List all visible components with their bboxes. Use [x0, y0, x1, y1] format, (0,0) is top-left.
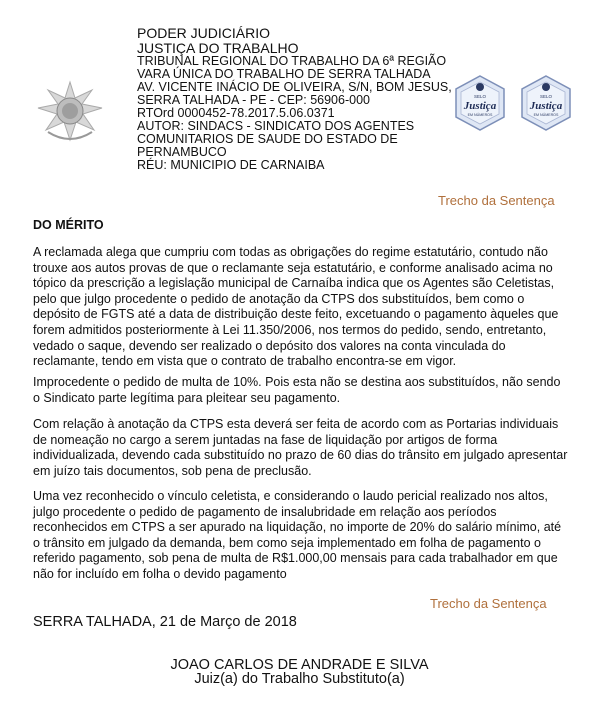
header-autor-1: AUTOR: SINDACS - SINDICATO DOS AGENTES [137, 119, 415, 133]
seal-main-text: Justiça [463, 100, 497, 112]
seal-top-text: SELO [473, 94, 487, 99]
header-autor-3: PERNAMBUCO [137, 145, 227, 159]
paragraph-2: Improcedente o pedido de multa de 10%. Pois esta não se destina aos substituídos, não sendo o Sindicato parte legítima para pleitear seu pagamento. [33, 375, 561, 405]
trecho-annotation-bottom: Trecho da Sentença [430, 596, 547, 611]
judge-title: Juiz(a) do Trabalho Substituto(a) [194, 671, 405, 687]
paragraph-3: Com relação à anotação da CTPS esta deverá ser feita de acordo com as Portarias individuais de nomeação no cargo a serem juntadas na fase de liquidação por artigos de forma individualizada, devendo cada substituído no prazo de 60 dias do trânsito em julgado apresentar em juízo tais documentos, sob pena de preclusão. [33, 417, 568, 478]
header-city: SERRA TALHADA - PE - CEP: 56906-000 [137, 93, 370, 107]
judge-name: JOAO CARLOS DE ANDRADE E SILVA [170, 657, 429, 673]
trecho-annotation-top: Trecho da Sentença [438, 193, 555, 208]
paragraph-1: A reclamada alega que cumpriu com todas as obrigações do regime estatutário, contudo não trouxe aos autos provas de que o reclamante seja estatutário, e conforme analisado acima no tópico da prescrição a legislação municipal de Carnaíba indica que os Agentes são Celetistas, pelo que julgo procedente o pedido de anotação da CTPS dos substituídos, bem como o depósito de FGTS até a data de distribuição deste feito, excetuando o pagamento àqueles que forem admitidos posteriormente à Lei 11.350/2006, nos termos do pedido, sendo, entretanto, vedado o saque, devendo ser realizado o depósito dos valores na conta vinculada do reclamante, tendo em vista que o contrato de trabalho encontra-se em vigor. [33, 245, 559, 369]
header-vara: VARA ÚNICA DO TRABALHO DE SERRA TALHADA [137, 67, 431, 81]
seal-bottom-text: EM NÚMEROS [533, 113, 559, 117]
paragraph-4: Uma vez reconhecido o vínculo celetista, e considerando o laudo pericial realizado nos altos, julgo procedente o pedido de pagamento de insalubridade em relação aos períodos reconhecidos em CTPS a ser apurado na liquidação, no importe de 20% do salário mínimo, até o trânsito em julgado da demanda, bem como seja implementado em folha de pagamento o referido pagamento, sob pena de multa de R$1.000,00 mensais para cada trabalhador em que não for incluído em folha o devido pagamento [33, 489, 562, 581]
header-reu: RÉU: MUNICIPIO DE CARNAIBA [137, 158, 325, 172]
date-line: SERRA TALHADA, 21 de Março de 2018 [33, 614, 297, 630]
document-header [137, 26, 457, 172]
seal-bottom-text: EM NÚMEROS [467, 113, 493, 117]
header-tribunal: TRIBUNAL REGIONAL DO TRABALHO DA 6ª REGIÃO [137, 54, 447, 68]
header-autor-2: COMUNITARIOS DE SAUDE DO ESTADO DE [137, 132, 398, 146]
section-title: DO MÉRITO [33, 218, 104, 232]
header-case-number: RTOrd 0000452-78.2017.5.06.0371 [137, 106, 335, 120]
header-poder: PODER JUDICIÁRIO [137, 25, 271, 41]
brasao-emblem [34, 80, 106, 144]
selo-justica-seal-1 [451, 74, 509, 132]
selo-justica-seal-2 [517, 74, 575, 132]
seal-main-text: Justiça [529, 100, 563, 112]
seal-top-text: SELO [539, 94, 553, 99]
header-address: AV. VICENTE INÁCIO DE OLIVEIRA, S/N, BOM JESUS, [137, 80, 452, 94]
header-justica: JUSTIÇA DO TRABALHO [137, 39, 299, 56]
